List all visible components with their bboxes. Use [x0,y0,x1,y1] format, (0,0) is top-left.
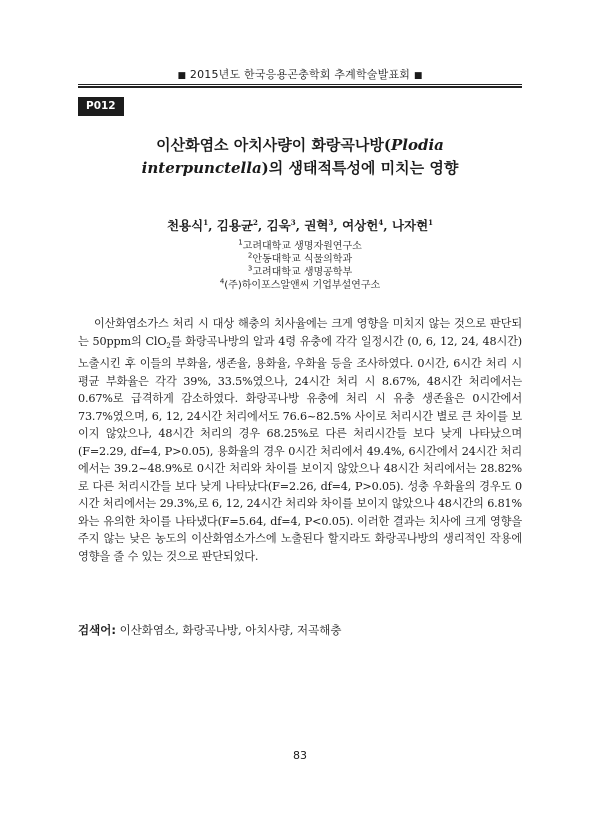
affiliation: $^3$고려대학교 생명공학부 [247,264,353,278]
conference-title: 2015년도 한국응용곤충학회 추계학술발표회 [189,68,411,81]
header-rule-thick [78,86,522,88]
author: 김용균$^2$, [216,217,267,233]
title-part1: 이산화염소 아치사량이 화랑곡나방( [156,136,391,154]
author: 천용식$^1$, [166,217,217,233]
header-rule-thin [78,84,522,85]
affiliation: $^1$고려대학교 생명자원연구소 [238,238,362,252]
paper-title [78,134,522,180]
square-marker-left: ■ [177,71,187,81]
author: 권혁$^3$, [304,217,343,233]
page-number: 83 [293,749,307,762]
affiliation: $^2$안동대학교 식물의학과 [247,251,353,265]
affiliation: $^4$(주)하이포스알앤씨 기업부설연구소 [219,277,381,291]
title-part2: )의 생태적특성에 미치는 영향 [261,159,459,177]
keywords [78,622,522,638]
keywords-label: 검색어: [78,623,116,637]
author: 여상헌$^4$, [342,217,392,233]
author-list [78,216,522,234]
title-genus: Plodia [391,136,444,154]
conference-header [78,66,522,82]
author: 김욱$^3$, [266,217,305,233]
poster-id-tag: P012 [78,97,124,116]
title-species: interpunctella [141,159,262,177]
square-marker-right: ■ [413,71,423,81]
abstract-body: 이산화염소가스 처리 시 대상 해충의 치사율에는 크게 영향을 미치지 않는 것으로 판단되는 50ppm의 ClO$_2$를 화랑곡나방의 알과 4령 유충에 각각 일정시간 (0, 6, 12, 24, 48시간) 노출시킨 후 이들의 부화율, 생존율, 용화율, 우화율 등을 조사하였다. 0시간, 6시간 처리 시 평균 부화율은 각각 39%, 33.5%였으나, 24시간 처리 시 8.67%, 48시간 처리에서는 0.67%로 급격하게 감소하였다. 화랑곡나방 유충에 처리 시 유충 생존율은 0시간에서 73.7%였으며, 6, 12, 24시간 처리에서도 76.6~82.5% 사이로 처리시간 별로 큰 차이를 보이지 않았으나, 48시간 처리의 경우 68.25%로 다른 처리시간들 보다 낮게 나타났으며(F=2.29, df=4, P>0.05), 용화율의 경우 0시간 처리에서 49.4%, 6시간에서 24시간 처리에서는 39.2~48.9%로 0시간 처리와 차이를 보이지 않았으나 48시간 처리에서는 28.82%로 다른 처리시간들 보다 낮게 나타났다(F=2.26, df=4, P>0.05). 성충 우화율의 경우도 0시간 처리에서는 29.3%,로 6, 12, 24시간 처리와 차이를 보이지 않았으나 48시간의 6.81%와는 유의한 차이를 나타냈다(F=5.64, df=4, P<0.05). 이러한 결과는 치사에 크게 영향을 주지 않는 낮은 농도의 이산화염소가스에 노출된다 할지라도 화랑곡나방의 생리적인 작용에 영향을 줄 수 있는 것으로 판단되었다. [78,317,522,563]
author: 나자현$^1$ [391,217,434,233]
keywords-text: 이산화염소, 화랑곡나방, 아치사량, 저곡해충 [115,623,342,637]
